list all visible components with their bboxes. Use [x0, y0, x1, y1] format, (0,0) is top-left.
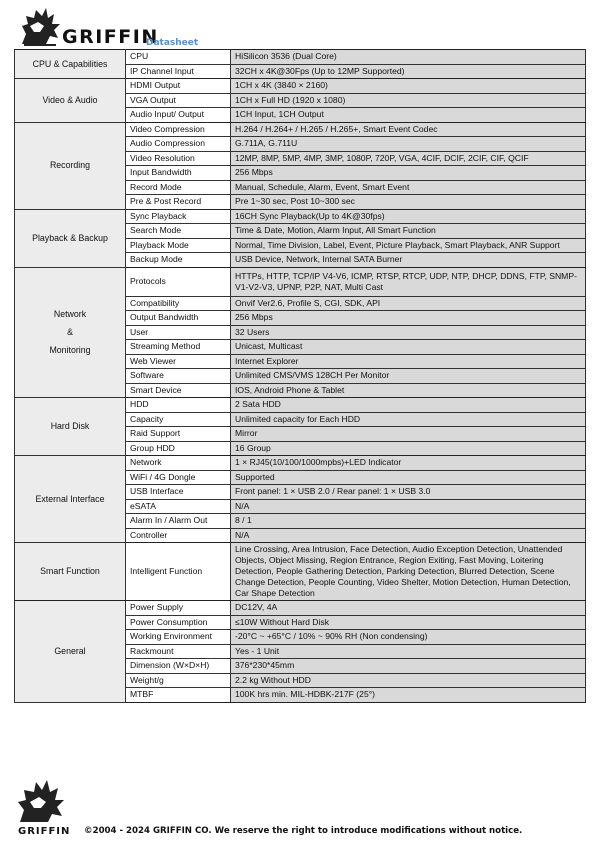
- spec-label: Working Environment: [126, 630, 231, 645]
- spec-label: Capacity: [126, 412, 231, 427]
- spec-label: Audio Compression: [126, 137, 231, 152]
- spec-value: N/A: [231, 528, 586, 543]
- spec-label: Web Viewer: [126, 354, 231, 369]
- spec-label: USB Interface: [126, 485, 231, 500]
- spec-value: Unicast, Multicast: [231, 340, 586, 355]
- spec-value: HiSilicon 3536 (Dual Core): [231, 50, 586, 65]
- document-subtitle: Datasheet: [146, 38, 199, 48]
- spec-value: Manual, Schedule, Alarm, Event, Smart Event: [231, 180, 586, 195]
- spec-label: Search Mode: [126, 224, 231, 239]
- spec-label: Controller: [126, 528, 231, 543]
- spec-label: Weight/g: [126, 673, 231, 688]
- spec-value: 1CH x Full HD (1920 x 1080): [231, 93, 586, 108]
- spec-label: Power Consumption: [126, 615, 231, 630]
- spec-value: 256 Mbps: [231, 311, 586, 326]
- brand-name: GRIFFIN: [62, 26, 159, 48]
- spec-label: Playback Mode: [126, 238, 231, 253]
- copyright-notice: ©2004 - 2024 GRIFFIN CO. We reserve the right to introduce modifications without notice.: [84, 826, 523, 836]
- spec-label: Audio Input/ Output: [126, 108, 231, 123]
- group-label: Network & Monitoring: [15, 267, 126, 398]
- spec-label: Output Bandwidth: [126, 311, 231, 326]
- spec-label: Sync Playback: [126, 209, 231, 224]
- spec-label: Backup Mode: [126, 253, 231, 268]
- group-label: Video & Audio: [15, 79, 126, 123]
- spec-value: Front panel: 1 × USB 2.0 / Rear panel: 1 × USB 3.0: [231, 485, 586, 500]
- spec-label: Group HDD: [126, 441, 231, 456]
- spec-label: Compatibility: [126, 296, 231, 311]
- spec-value: -20°C ~ +65°C / 10% ~ 90% RH (Non condensing): [231, 630, 586, 645]
- spec-label: Video Resolution: [126, 151, 231, 166]
- group-label: Hard Disk: [15, 398, 126, 456]
- spec-row: [15, 601, 586, 616]
- spec-value: Line Crossing, Area Intrusion, Face Detection, Audio Exception Detection, Unattended Objects, Object Missing, Region Entrance, Region Exiting, Fast Moving, Loitering Detection, People Gathering Detection, Parking Detection, Blurred Detection, Scene Change Detection, People Counting, Video Shelter, Motion Detection, Human Detection, Car Shape Detection: [231, 543, 586, 601]
- spec-value: H.264 / H.264+ / H.265 / H.265+, Smart Event Codec: [231, 122, 586, 137]
- spec-value: 2.2 kg Without HDD: [231, 673, 586, 688]
- spec-value: 16CH Sync Playback(Up to 4K@30fps): [231, 209, 586, 224]
- spec-value: Onvif Ver2.6, Profile S, CGI, SDK, API: [231, 296, 586, 311]
- spec-value: 12MP, 8MP, 5MP, 4MP, 3MP, 1080P, 720P, VGA, 4CIF, DCIF, 2CIF, CIF, QCIF: [231, 151, 586, 166]
- spec-label: Streaming Method: [126, 340, 231, 355]
- spec-value: 1CH x 4K (3840 × 2160): [231, 79, 586, 94]
- spec-label: Pre & Post Record: [126, 195, 231, 210]
- page-header: [14, 4, 584, 50]
- spec-label: Power Supply: [126, 601, 231, 616]
- spec-value: 2 Sata HDD: [231, 398, 586, 413]
- griffin-footer-logo-icon: [14, 776, 68, 826]
- spec-label: MTBF: [126, 688, 231, 703]
- spec-value: Yes - 1 Unit: [231, 644, 586, 659]
- spec-value: 1 × RJ45(10/100/1000mpbs)+LED Indicator: [231, 456, 586, 471]
- group-label: Recording: [15, 122, 126, 209]
- spec-value: HTTPs, HTTP, TCP/IP V4-V6, ICMP, RTSP, RTCP, UDP, NTP, DHCP, DDNS, FTP, SNMP-V1-V2-V3, UPNP, P2P, NAT, Multi Cast: [231, 267, 586, 296]
- spec-row: [15, 267, 586, 296]
- spec-value: Internet Explorer: [231, 354, 586, 369]
- spec-label: Alarm In / Alarm Out: [126, 514, 231, 529]
- spec-label: HDD: [126, 398, 231, 413]
- group-label: General: [15, 601, 126, 703]
- spec-row: [15, 543, 586, 601]
- spec-row: [15, 398, 586, 413]
- spec-label: Video Compression: [126, 122, 231, 137]
- group-label: Playback & Backup: [15, 209, 126, 267]
- spec-value: Normal, Time Division, Label, Event, Picture Playback, Smart Playback, ANR Support: [231, 238, 586, 253]
- spec-label: Network: [126, 456, 231, 471]
- group-label: External Interface: [15, 456, 126, 543]
- spec-row: [15, 50, 586, 65]
- spec-row: [15, 209, 586, 224]
- spec-value: 8 / 1: [231, 514, 586, 529]
- spec-label: Smart Device: [126, 383, 231, 398]
- spec-label: Record Mode: [126, 180, 231, 195]
- spec-value: Supported: [231, 470, 586, 485]
- spec-value: USB Device, Network, Internal SATA Burner: [231, 253, 586, 268]
- spec-table: [14, 49, 586, 703]
- spec-value: ≤10W Without Hard Disk: [231, 615, 586, 630]
- spec-value: Unlimited CMS/VMS 128CH Per Monitor: [231, 369, 586, 384]
- spec-value: IOS, Android Phone & Tablet: [231, 383, 586, 398]
- spec-label: VGA Output: [126, 93, 231, 108]
- spec-value: 16 Group: [231, 441, 586, 456]
- spec-row: [15, 79, 586, 94]
- spec-row: [15, 122, 586, 137]
- group-label: Smart Function: [15, 543, 126, 601]
- spec-label: Dimension (W×D×H): [126, 659, 231, 674]
- spec-value: 376*230*45mm: [231, 659, 586, 674]
- spec-value: DC12V, 4A: [231, 601, 586, 616]
- spec-label: CPU: [126, 50, 231, 65]
- spec-label: IP Channel Input: [126, 64, 231, 79]
- spec-value: 32 Users: [231, 325, 586, 340]
- spec-value: Unlimited capacity for Each HDD: [231, 412, 586, 427]
- spec-label: HDMI Output: [126, 79, 231, 94]
- group-label: CPU & Capabilities: [15, 50, 126, 79]
- griffin-logo-icon: [16, 4, 64, 48]
- footer-brand: GRIFFIN: [18, 826, 71, 837]
- spec-label: Rackmount: [126, 644, 231, 659]
- spec-label: WiFi / 4G Dongle: [126, 470, 231, 485]
- spec-value: G.711A, G.711U: [231, 137, 586, 152]
- spec-label: Protocols: [126, 267, 231, 296]
- spec-value: Pre 1~30 sec, Post 10~300 sec: [231, 195, 586, 210]
- spec-label: eSATA: [126, 499, 231, 514]
- page-footer: [14, 776, 584, 838]
- spec-label: Software: [126, 369, 231, 384]
- spec-label: Input Bandwidth: [126, 166, 231, 181]
- spec-label: Raid Support: [126, 427, 231, 442]
- spec-value: 1CH Input, 1CH Output: [231, 108, 586, 123]
- spec-value: 256 Mbps: [231, 166, 586, 181]
- spec-value: Time & Date, Motion, Alarm Input, All Smart Function: [231, 224, 586, 239]
- spec-label: User: [126, 325, 231, 340]
- spec-value: 100K hrs min. MIL-HDBK-217F (25°): [231, 688, 586, 703]
- spec-value: N/A: [231, 499, 586, 514]
- spec-label: Intelligent Function: [126, 543, 231, 601]
- spec-row: [15, 456, 586, 471]
- spec-value: 32CH x 4K@30Fps (Up to 12MP Supported): [231, 64, 586, 79]
- spec-value: Mirror: [231, 427, 586, 442]
